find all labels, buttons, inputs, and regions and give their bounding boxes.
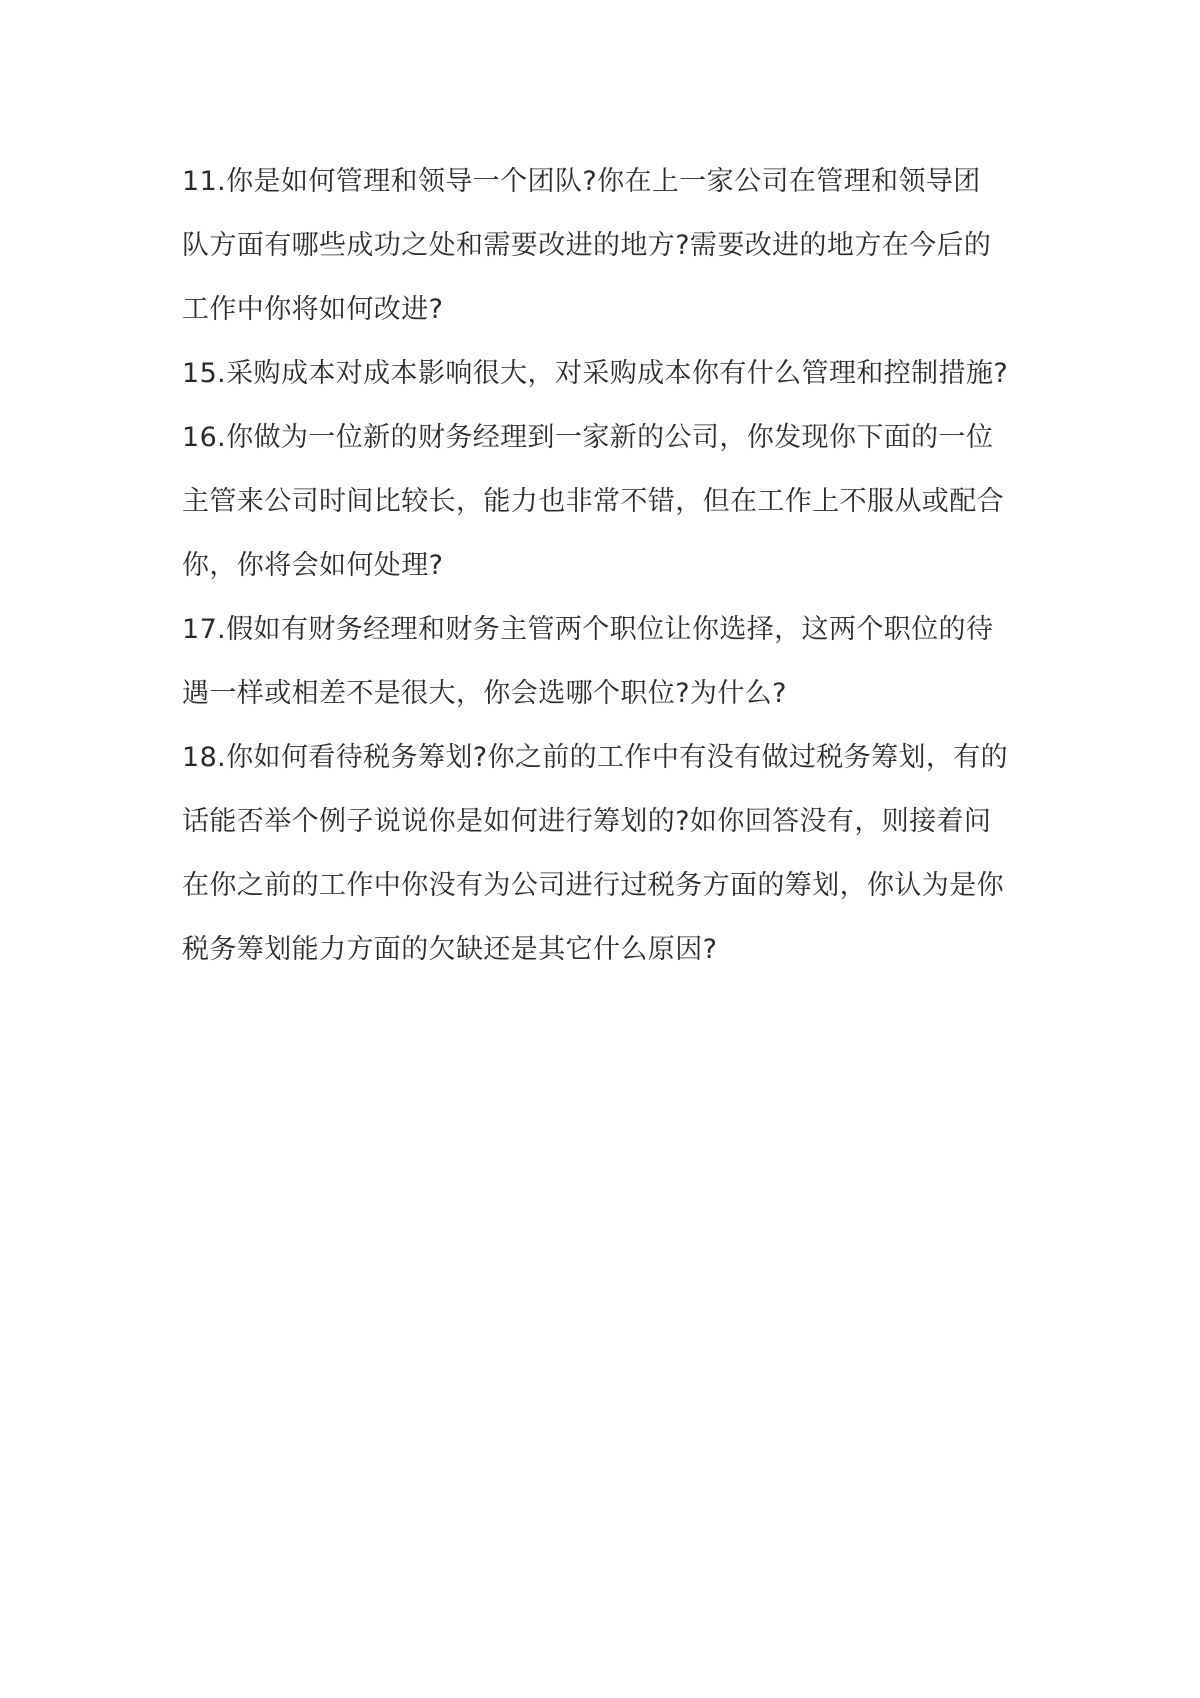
question-18-line-3: 在你之前的工作中你没有为公司进行过税务方面的筹划，你认为是你 <box>182 870 1004 901</box>
question-18-line-1: 18.你如何看待税务筹划?你之前的工作中有没有做过税务筹划，有的 <box>182 742 1009 773</box>
question-11-line-2: 队方面有哪些成功之处和需要改进的地方?需要改进的地方在今后的 <box>182 230 992 261</box>
question-11-line-3: 工作中你将如何改进? <box>182 294 444 325</box>
document-body <box>182 150 1030 982</box>
question-16-line-3: 你，你将会如何处理? <box>182 550 444 581</box>
question-15-line-1: 15.采购成本对成本影响很大，对采购成本你有什么管理和控制措施? <box>182 358 1009 389</box>
question-11-line-1: 11.你是如何管理和领导一个团队?你在上一家公司在管理和领导团 <box>182 166 981 197</box>
question-16-line-1: 16.你做为一位新的财务经理到一家新的公司，你发现你下面的一位 <box>182 422 994 453</box>
question-16-line-2: 主管来公司时间比较长，能力也非常不错，但在工作上不服从或配合 <box>182 486 1004 517</box>
question-17-line-2: 遇一样或相差不是很大，你会选哪个职位?为什么? <box>182 678 787 709</box>
question-18-line-4: 税务筹划能力方面的欠缺还是其它什么原因? <box>182 934 718 965</box>
question-18-line-2: 话能否举个例子说说你是如何进行筹划的?如你回答没有，则接着问 <box>182 806 992 837</box>
question-17-line-1: 17.假如有财务经理和财务主管两个职位让你选择，这两个职位的待 <box>182 614 994 645</box>
